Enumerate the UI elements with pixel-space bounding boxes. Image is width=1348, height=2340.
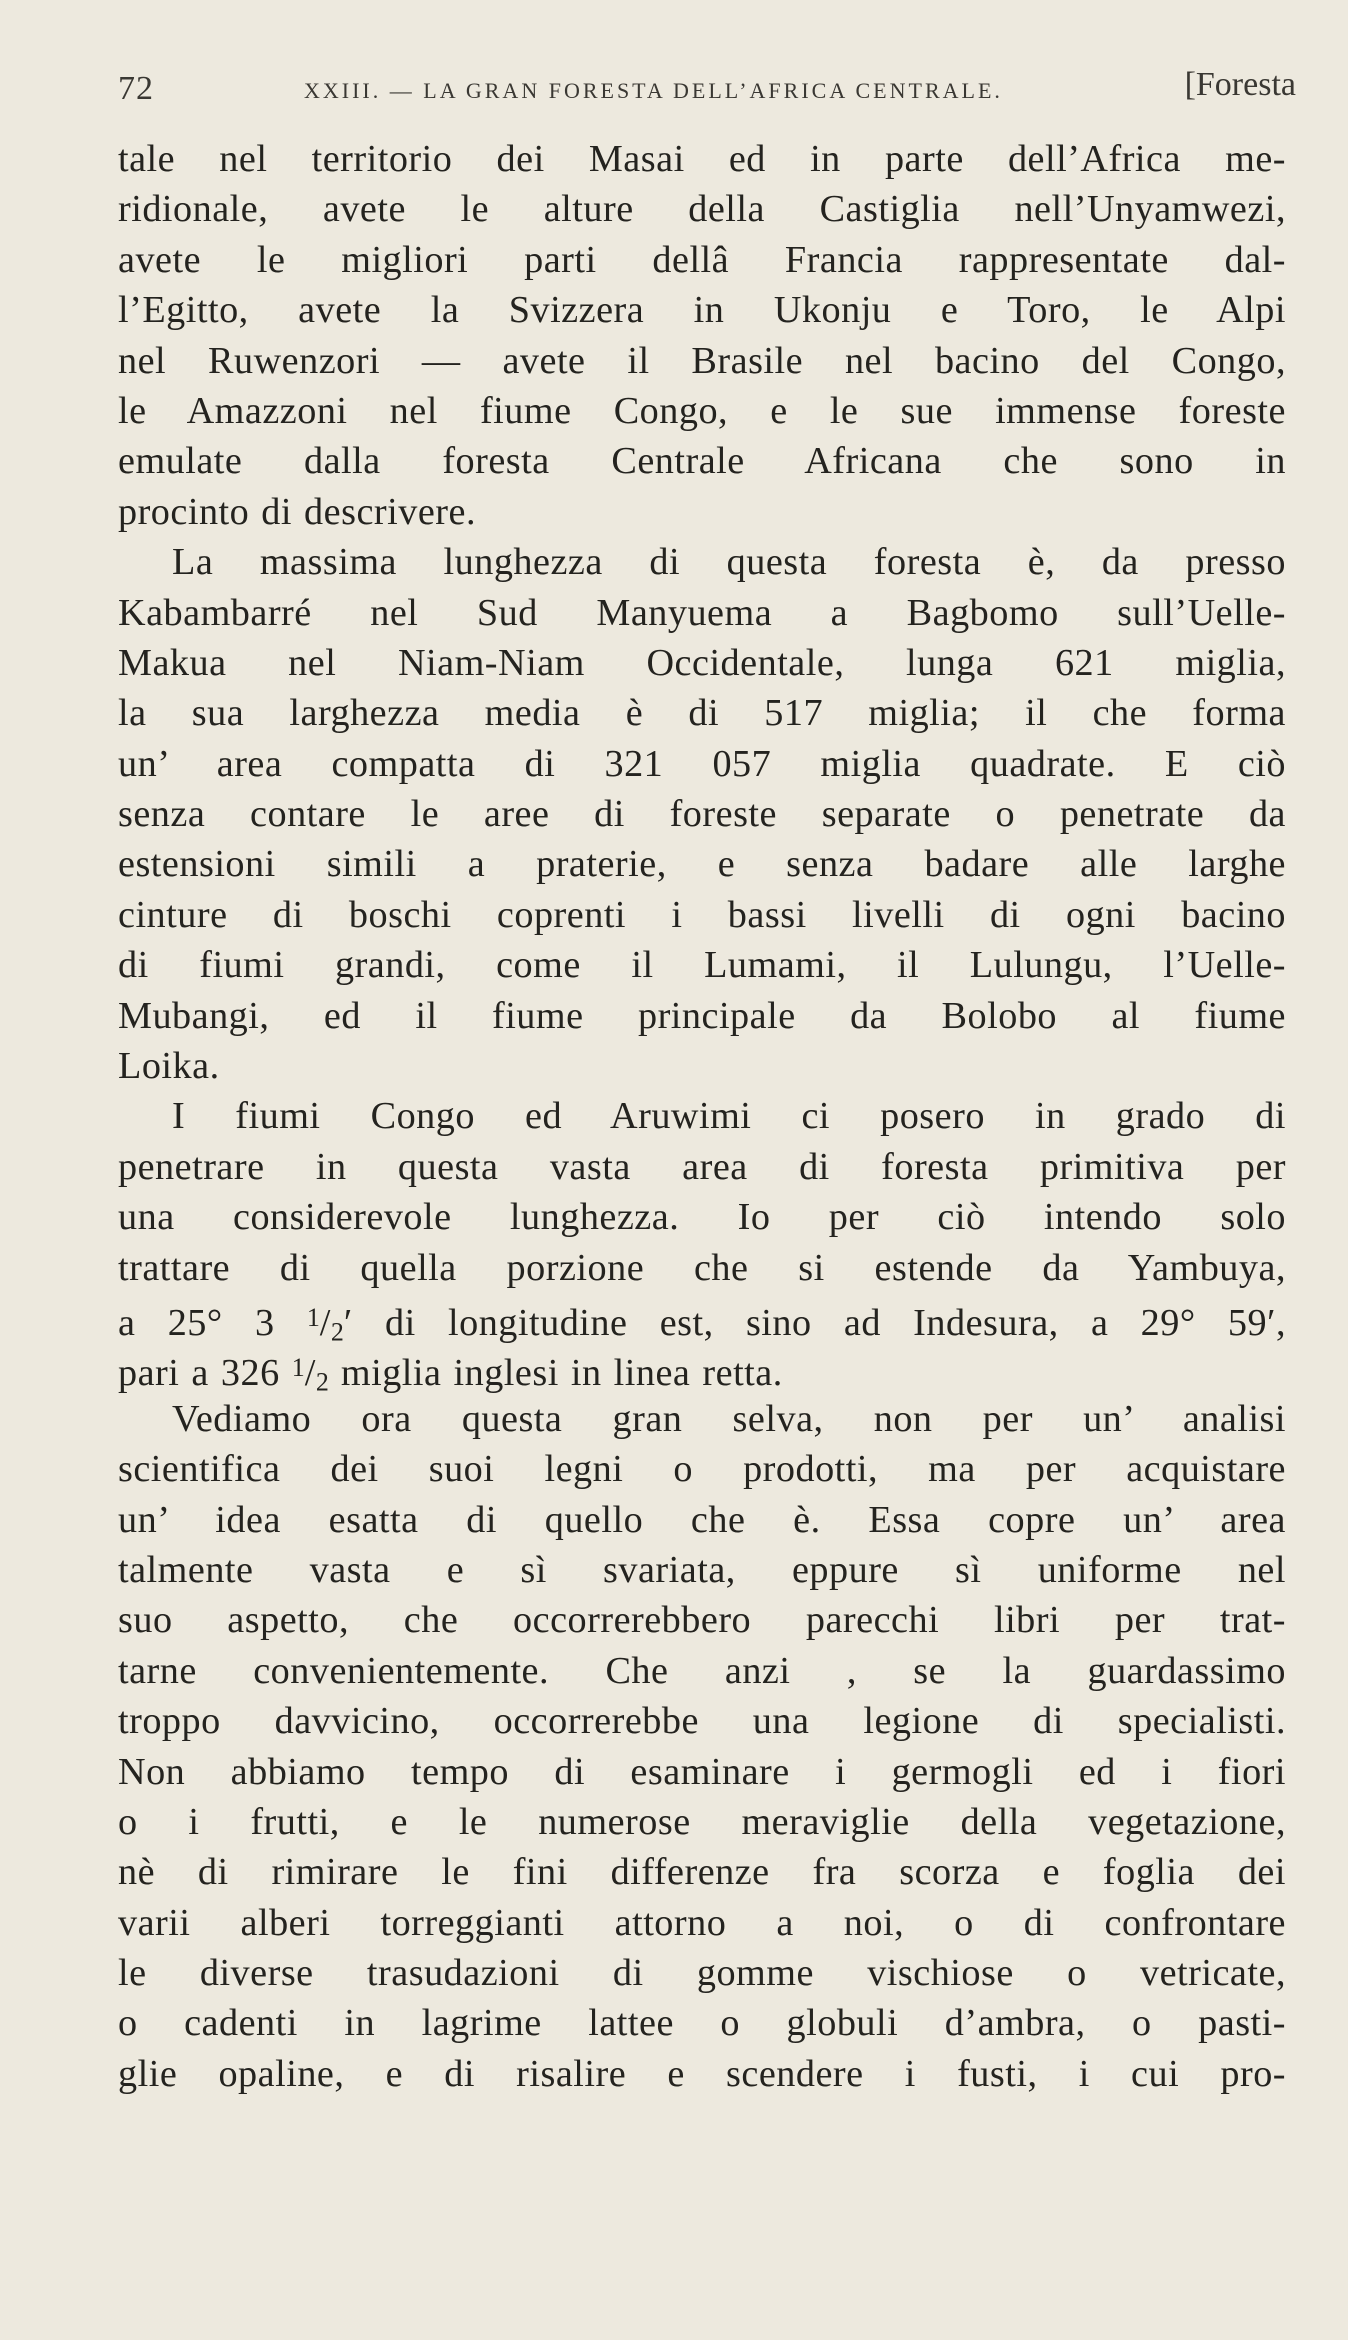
text-line bbox=[118, 1243, 1286, 1293]
line-content: trattare di quella porzione che si estende da Yambuya, bbox=[118, 1246, 1286, 1289]
line-content: suo aspetto, che occorrerebbero parecchi libri per trat- bbox=[118, 1599, 1286, 1642]
text-line bbox=[118, 1142, 1286, 1192]
line-content: cinture di boschi coprenti i bassi livelli di ogni bacino bbox=[118, 893, 1286, 936]
line-content bbox=[118, 1343, 783, 1393]
line-content: emulate dalla foresta Centrale Africana che sono in bbox=[118, 440, 1286, 483]
line-content: un’ area compatta di 321 057 miglia quadrate. E ciò bbox=[118, 742, 1286, 785]
line-content: Non abbiamo tempo di esaminare i germogli ed i fiori bbox=[118, 1750, 1286, 1793]
text-line bbox=[118, 1091, 1286, 1141]
line-content: Mubangi, ed il fiume principale da Bolobo al fiume bbox=[118, 994, 1286, 1037]
text-line bbox=[118, 386, 1286, 436]
line-content: varii alberi torreggianti attorno a noi, o di confrontare bbox=[118, 1901, 1286, 1944]
text-segment: a 25° 3 bbox=[118, 1302, 307, 1344]
line-content: I fiumi Congo ed Aruwimi ci posero in grado di bbox=[172, 1095, 1286, 1138]
text-line bbox=[118, 285, 1286, 335]
fraction-numerator: 1 bbox=[306, 1302, 320, 1332]
page-number: 72 bbox=[118, 70, 154, 107]
line-content: o cadenti in lagrime lattee o globuli d’ambra, o pasti- bbox=[118, 2002, 1286, 2045]
text-line bbox=[118, 1192, 1286, 1242]
text-line bbox=[118, 336, 1286, 386]
text-segment: ′ di longitudine est, sino ad Indesura, a 29° 59′, bbox=[343, 1302, 1286, 1344]
text-line bbox=[118, 1646, 1286, 1696]
line-content: un’ idea esatta di quello che è. Essa copre un’ area bbox=[118, 1498, 1286, 1541]
section-mark: [Foresta bbox=[1184, 66, 1296, 103]
text-line bbox=[118, 1595, 1286, 1645]
text-line bbox=[118, 1797, 1286, 1847]
line-content: estensioni simili a praterie, e senza badare alle larghe bbox=[118, 843, 1286, 886]
text-line bbox=[118, 436, 1286, 486]
text-line bbox=[118, 940, 1286, 990]
line-content: o i frutti, e le numerose meraviglie della vegetazione, bbox=[118, 1800, 1286, 1843]
text-line bbox=[118, 1495, 1286, 1545]
text-line bbox=[118, 1343, 1286, 1393]
line-content: troppo davvicino, occorrerebbe una legione di specialisti. bbox=[118, 1700, 1286, 1743]
text-line bbox=[118, 1847, 1286, 1897]
line-content: nel Ruwenzori — avete il Brasile nel bacino del Congo, bbox=[118, 339, 1286, 382]
line-content: Makua nel Niam-Niam Occidentale, lunga 621 miglia, bbox=[118, 641, 1286, 684]
line-content: Kabambarré nel Sud Manyuema a Bagbomo sull’Uelle- bbox=[118, 591, 1286, 634]
text-line bbox=[118, 2049, 1286, 2099]
line-content: penetrare in questa vasta area di foresta primitiva per bbox=[118, 1145, 1286, 1188]
line-content: nè di rimirare le fini differenze fra scorza e foglia dei bbox=[118, 1851, 1286, 1894]
text-line bbox=[118, 1696, 1286, 1746]
line-content: la sua larghezza media è di 517 miglia; il che forma bbox=[118, 692, 1286, 735]
body-text bbox=[118, 134, 1286, 2099]
line-content: tale nel territorio dei Masai ed in parte dell’Africa me- bbox=[118, 138, 1286, 180]
line-content: di fiumi grandi, come il Lumami, il Lulungu, l’Uelle- bbox=[118, 944, 1286, 987]
line-content: glie opaline, e di risalire e scendere i fusti, i cui pro- bbox=[118, 2052, 1286, 2095]
text-segment: miglia inglesi in linea retta. bbox=[328, 1352, 783, 1394]
line-content: talmente vasta e sì svariata, eppure sì uniforme nel bbox=[118, 1548, 1286, 1591]
text-line bbox=[118, 638, 1286, 688]
text-line bbox=[118, 1293, 1286, 1343]
line-content: le Amazzoni nel fiume Congo, e le sue immense foreste bbox=[118, 389, 1286, 432]
text-line bbox=[118, 1998, 1286, 2048]
page-header bbox=[118, 62, 1296, 110]
text-line bbox=[118, 890, 1286, 940]
text-line bbox=[118, 184, 1286, 234]
line-content: ridionale, avete le alture della Castiglia nell’Unyamwezi, bbox=[118, 188, 1286, 231]
fraction-slash: / bbox=[304, 1352, 316, 1394]
text-line bbox=[118, 1444, 1286, 1494]
text-line bbox=[118, 1948, 1286, 1998]
fraction-denominator: 2 bbox=[330, 1317, 344, 1344]
line-content: tarne convenientemente. Che anzi , se la guardassimo bbox=[118, 1649, 1286, 1692]
text-line bbox=[118, 1747, 1286, 1797]
text-line bbox=[118, 789, 1286, 839]
line-content: avete le migliori parti dellâ Francia rappresentate dal- bbox=[118, 238, 1286, 281]
running-title: XXIII. — LA GRAN FORESTA DELL’AFRICA CENTRALE. bbox=[304, 78, 1003, 103]
text-line bbox=[118, 1394, 1286, 1444]
text-line bbox=[118, 1898, 1286, 1948]
text-line bbox=[118, 688, 1286, 738]
fraction-numerator: 1 bbox=[291, 1353, 305, 1383]
line-content: le diverse trasudazioni di gomme vischiose o vetricate, bbox=[118, 1952, 1286, 1995]
line-content: La massima lunghezza di questa foresta è, da presso bbox=[172, 541, 1286, 584]
text-line: procinto di descrivere. bbox=[118, 490, 476, 533]
fraction-denominator: 2 bbox=[315, 1367, 329, 1394]
text-line bbox=[118, 588, 1286, 638]
line-content: una considerevole lunghezza. Io per ciò intendo solo bbox=[118, 1196, 1286, 1239]
fraction-slash: / bbox=[319, 1302, 331, 1344]
text-line bbox=[118, 235, 1286, 285]
text-line bbox=[118, 134, 1286, 184]
line-content: senza contare le aree di foreste separate o penetrate da bbox=[118, 793, 1286, 836]
text-line: Loika. bbox=[118, 1045, 220, 1088]
line-content: scientifica dei suoi legni o prodotti, ma per acquistare bbox=[118, 1448, 1286, 1491]
text-line bbox=[118, 1545, 1286, 1595]
line-content bbox=[118, 1293, 1286, 1343]
line-content: Vediamo ora questa gran selva, non per un’ analisi bbox=[172, 1397, 1286, 1440]
text-line bbox=[118, 991, 1286, 1041]
line-content: l’Egitto, avete la Svizzera in Ukonju e Toro, le Alpi bbox=[118, 289, 1286, 332]
text-line bbox=[118, 839, 1286, 889]
text-segment: pari a 326 bbox=[118, 1352, 292, 1394]
text-line bbox=[118, 537, 1286, 587]
text-line bbox=[118, 739, 1286, 789]
